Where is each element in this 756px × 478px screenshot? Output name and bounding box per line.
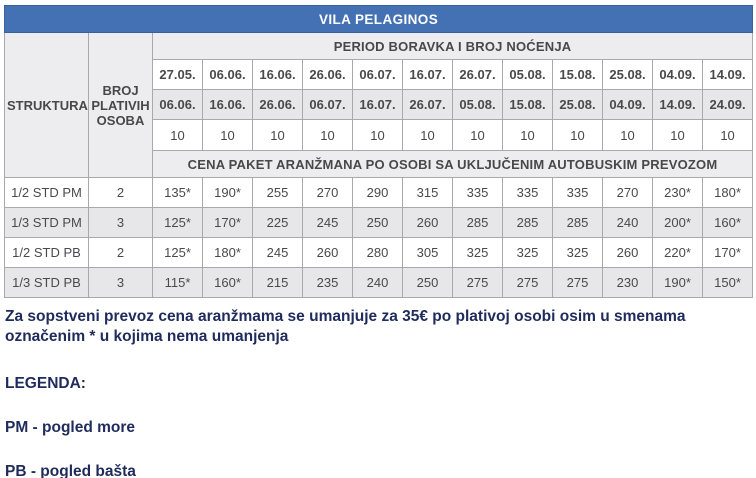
price-cell: 285 (553, 208, 603, 238)
date-to-cell: 24.09. (703, 90, 753, 120)
price-cell: 230* (653, 178, 703, 208)
discount-note: Za sopstveni prevoz cena aranžmama se umanjuje za 35€ po plativoj osobi osim u smenama označenim * u kojima nema umanjenja (5, 308, 686, 345)
row-label: 1/3 STD PM (5, 208, 89, 238)
date-from-cell: 27.05. (153, 60, 203, 90)
row-label: 1/3 STD PB (5, 268, 89, 298)
price-cell: 285 (503, 208, 553, 238)
header-row (5, 33, 753, 60)
date-to-cell: 14.09. (653, 90, 703, 120)
price-cell: 315 (403, 178, 453, 208)
table-row (5, 178, 753, 208)
notes-section (4, 307, 752, 478)
price-cell: 215 (253, 268, 303, 298)
period-header: PERIOD BORAVKA I BROJ NOĆENJA (153, 33, 753, 60)
price-cell: 275 (503, 268, 553, 298)
date-to-cell: 26.07. (403, 90, 453, 120)
price-cell: 125* (153, 238, 203, 268)
date-to-cell: 16.07. (353, 90, 403, 120)
price-cell: 335 (553, 178, 603, 208)
date-to-cell: 26.06. (253, 90, 303, 120)
price-cell: 305 (403, 238, 453, 268)
date-to-cell: 05.08. (453, 90, 503, 120)
price-cell: 200* (653, 208, 703, 238)
nights-cell: 10 (303, 120, 353, 151)
column-header-struktura: STRUKTURA (5, 33, 89, 178)
date-from-cell: 04.09. (653, 60, 703, 90)
date-from-cell: 15.08. (553, 60, 603, 90)
date-from-cell: 26.07. (453, 60, 503, 90)
nights-cell: 10 (453, 120, 503, 151)
nights-cell: 10 (553, 120, 603, 151)
date-from-cell: 26.06. (303, 60, 353, 90)
date-to-cell: 16.06. (203, 90, 253, 120)
price-cell: 260 (303, 238, 353, 268)
price-cell: 240 (603, 208, 653, 238)
price-cell: 240 (353, 268, 403, 298)
page-title: VILA PELAGINOS (5, 6, 753, 33)
nights-cell: 10 (153, 120, 203, 151)
price-cell: 180* (703, 178, 753, 208)
price-cell: 325 (553, 238, 603, 268)
price-cell: 250 (353, 208, 403, 238)
date-from-cell: 05.08. (503, 60, 553, 90)
nights-cell: 10 (253, 120, 303, 151)
date-to-cell: 15.08. (503, 90, 553, 120)
price-cell: 115* (153, 268, 203, 298)
nights-cell: 10 (503, 120, 553, 151)
table-row (5, 268, 753, 298)
price-cell: 225 (253, 208, 303, 238)
title-row (5, 6, 753, 33)
price-cell: 285 (453, 208, 503, 238)
row-label: 1/2 STD PM (5, 178, 89, 208)
date-from-cell: 06.07. (353, 60, 403, 90)
legend-title: LEGENDA: (5, 374, 86, 392)
pricing-table (4, 5, 753, 298)
date-to-cell: 06.06. (153, 90, 203, 120)
legend-pb: PB - pogled bašta (5, 462, 136, 478)
price-cell: 125* (153, 208, 203, 238)
persons-cell: 3 (89, 208, 153, 238)
price-cell: 235 (303, 268, 353, 298)
row-label: 1/2 STD PB (5, 238, 89, 268)
nights-cell: 10 (653, 120, 703, 151)
price-cell: 280 (353, 238, 403, 268)
price-cell: 290 (353, 178, 403, 208)
price-cell: 160* (703, 208, 753, 238)
date-from-cell: 16.06. (253, 60, 303, 90)
price-cell: 260 (403, 208, 453, 238)
nights-cell: 10 (603, 120, 653, 151)
price-header: CENA PAKET ARANŽMANA PO OSOBI SA UKLJUČENIM AUTOBUSKIM PREVOZOM (153, 151, 753, 178)
price-cell: 245 (303, 208, 353, 238)
date-from-cell: 06.06. (203, 60, 253, 90)
persons-cell: 2 (89, 178, 153, 208)
price-cell: 190* (653, 268, 703, 298)
price-cell: 260 (603, 238, 653, 268)
price-cell: 230 (603, 268, 653, 298)
table-row (5, 208, 753, 238)
date-from-cell: 14.09. (703, 60, 753, 90)
price-cell: 335 (453, 178, 503, 208)
price-cell: 255 (253, 178, 303, 208)
table-row (5, 238, 753, 268)
column-header-broj-plativih-osoba: BROJ PLATIVIH OSOBA (89, 33, 153, 178)
date-to-cell: 04.09. (603, 90, 653, 120)
persons-cell: 3 (89, 268, 153, 298)
price-cell: 325 (453, 238, 503, 268)
nights-cell: 10 (353, 120, 403, 151)
date-from-cell: 16.07. (403, 60, 453, 90)
price-cell: 220* (653, 238, 703, 268)
price-cell: 275 (553, 268, 603, 298)
nights-cell: 10 (203, 120, 253, 151)
price-cell: 250 (403, 268, 453, 298)
persons-cell: 2 (89, 238, 153, 268)
nights-cell: 10 (403, 120, 453, 151)
price-cell: 270 (303, 178, 353, 208)
date-to-cell: 06.07. (303, 90, 353, 120)
price-cell: 270 (603, 178, 653, 208)
date-from-cell: 25.08. (603, 60, 653, 90)
legend-pm: PM - pogled more (5, 418, 136, 436)
price-cell: 180* (203, 238, 253, 268)
price-cell: 160* (203, 268, 253, 298)
price-cell: 325 (503, 238, 553, 268)
price-cell: 190* (203, 178, 253, 208)
price-cell: 170* (703, 238, 753, 268)
date-to-cell: 25.08. (553, 90, 603, 120)
price-cell: 170* (203, 208, 253, 238)
price-cell: 135* (153, 178, 203, 208)
nights-cell: 10 (703, 120, 753, 151)
price-cell: 245 (253, 238, 303, 268)
price-cell: 150* (703, 268, 753, 298)
price-cell: 275 (453, 268, 503, 298)
price-cell: 335 (503, 178, 553, 208)
